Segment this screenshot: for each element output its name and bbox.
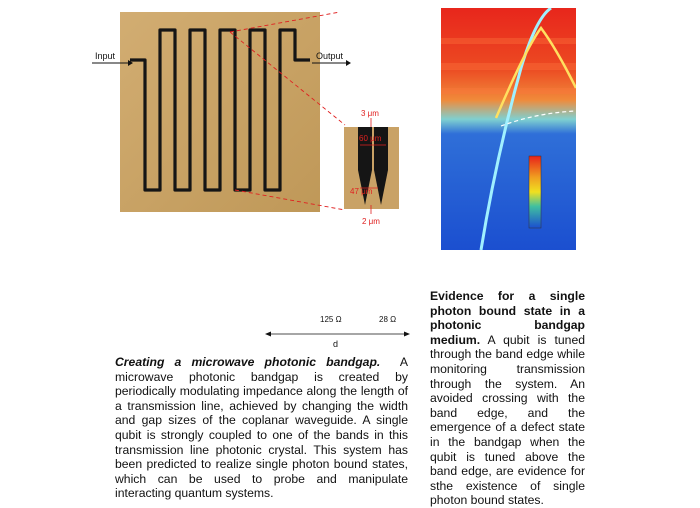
impedance-high-label: 125 Ω	[320, 315, 342, 324]
inset-label-width-1: 60 μm	[359, 134, 382, 143]
impedance-diagram	[265, 310, 410, 350]
inset-label-bottom-gap: 2 μm	[362, 217, 380, 226]
left-caption-title: Creating a microwave photonic bandgap.	[115, 355, 381, 369]
input-label: Input	[95, 51, 116, 61]
impedance-low-label: 28 Ω	[379, 315, 397, 324]
chip-micrograph-figure	[90, 0, 420, 250]
colorbar	[529, 156, 541, 228]
left-caption-body: A microwave photonic bandgap is created by periodically modulating impedance along the length of a transmission line, achieved by changing the width and gap sizes of the coplanar waveguide. A single qubit is strongly coupled to one of the bands in this transmission line photonic crystal. This system has been predicted to realize single photon bound states, which can be used to probe and manipulate interacting quantum systems.	[115, 355, 408, 501]
right-caption-body: A qubit is tuned through the band edge while monitoring transmission through the system. An avoided crossing with the band edge, and the emergence of a defect state in the bandgap when the qubit is tuned above the band edge, are evidence for sthe existence of single photon bound states.	[430, 332, 585, 508]
right-figure-caption	[430, 289, 585, 508]
output-label: Output	[316, 51, 344, 61]
left-figure-caption	[115, 355, 408, 501]
right-caption-title: Evidence for a single photon bound state in a photonic bandgap medium.	[430, 289, 585, 347]
heatmap-background	[441, 8, 576, 250]
transmission-heatmap-figure	[441, 8, 576, 250]
inset-label-width-2: 47 μm	[350, 187, 373, 196]
length-label: d	[333, 339, 339, 349]
inset-label-top-gap: 3 μm	[361, 109, 379, 118]
